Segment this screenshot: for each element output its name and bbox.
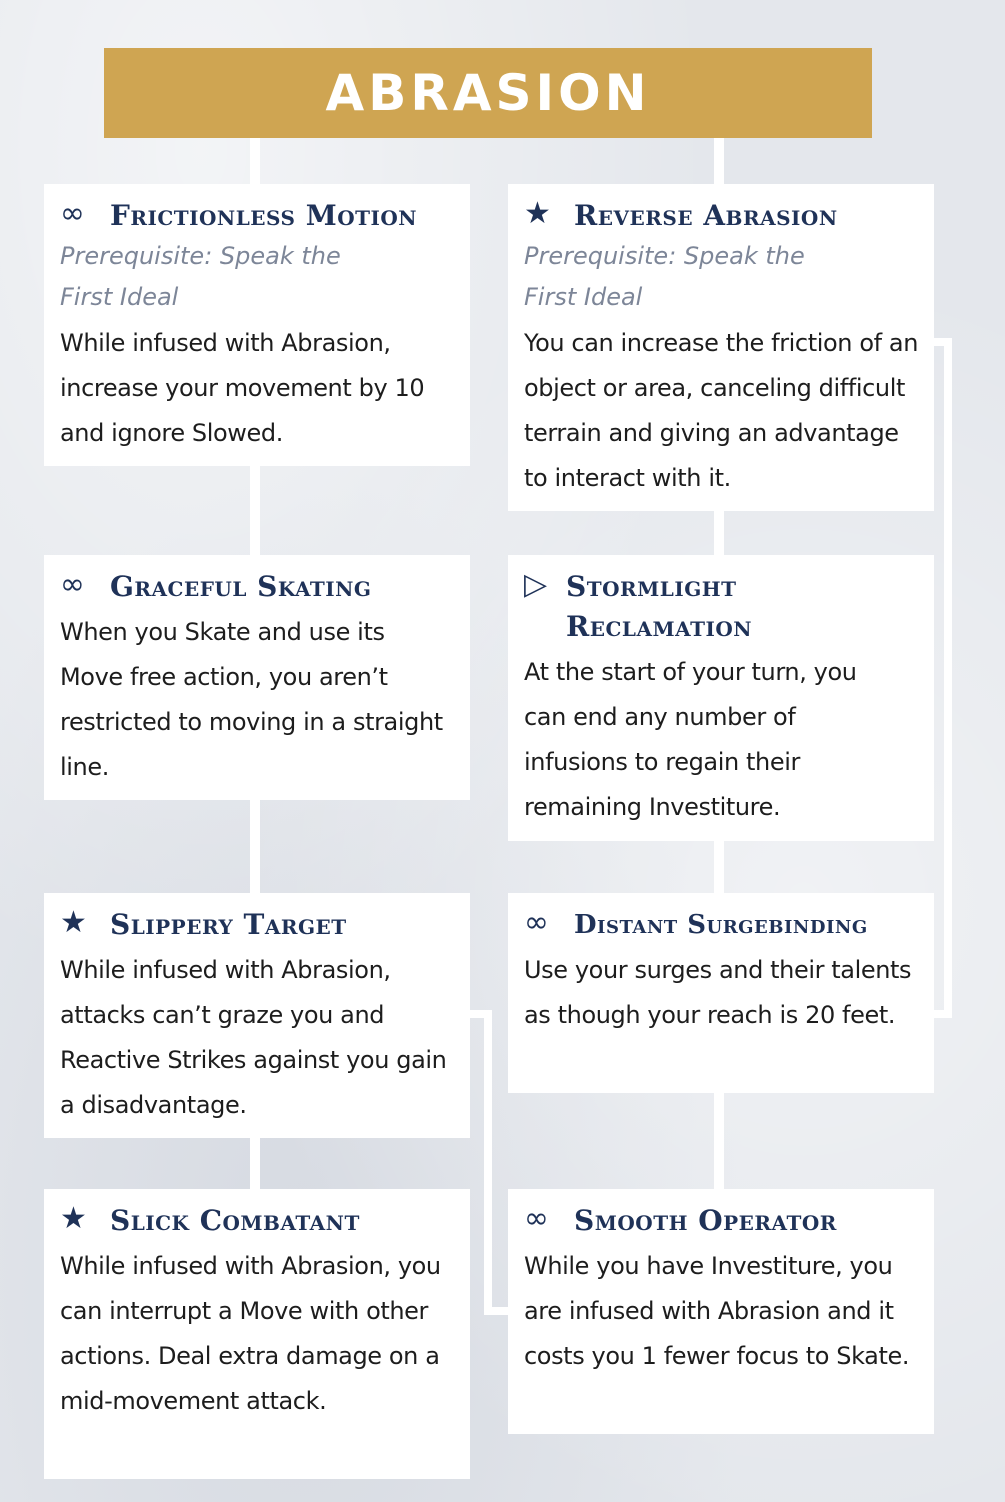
talent-description: Use your surges and their talents as though your reach is 20 feet.: [524, 956, 912, 1029]
talent-name: Reverse Abrasion: [574, 199, 838, 232]
reverse-to-distant-connector-top: [932, 338, 952, 346]
talent-header: [524, 567, 918, 647]
talent-header: [524, 905, 918, 945]
talent-description: While you have Investiture, you are infused with Abrasion and it costs you 1 fewer focus to Skate.: [524, 1252, 910, 1370]
reverse-to-distant-connector-bottom: [932, 1010, 952, 1018]
talent-card-slippery-target: [44, 893, 470, 1138]
star-icon: ★: [524, 196, 551, 231]
infinity-icon: ∞: [60, 567, 85, 602]
talent-card-stormlight-reclamation: [508, 555, 934, 841]
talent-description: You can increase the friction of an object or area, canceling difficult terrain and giving an advantage to interact with it.: [524, 329, 919, 492]
talent-name: Slippery Target: [110, 908, 347, 941]
infinity-icon: ∞: [524, 1201, 549, 1236]
star-icon: ★: [60, 905, 87, 940]
talent-header: [60, 567, 454, 607]
talent-description: While infused with Abrasion, you can interrupt a Move with other actions. Deal extra damage on a mid-movement attack.: [60, 1252, 441, 1415]
talent-card-slick-combatant: [44, 1189, 470, 1479]
talent-description: When you Skate and use its Move free action, you aren’t restricted to moving in a straight line.: [60, 618, 443, 781]
talent-prerequisite: Prerequisite: Speak the First Ideal: [524, 242, 805, 311]
slippery-to-smooth-connector-v: [484, 1010, 492, 1315]
talent-card-graceful-skating: [44, 555, 470, 800]
infinity-icon: ∞: [60, 196, 85, 231]
talent-prerequisite: Prerequisite: Speak the First Ideal: [60, 242, 341, 311]
triangle-icon: ▷: [524, 567, 548, 602]
talent-name: Smooth Operator: [574, 1204, 837, 1237]
talent-header: [60, 905, 454, 945]
talent-description: While infused with Abrasion, attacks can’t graze you and Reactive Strikes against you gain a disadvantage.: [60, 956, 447, 1119]
talent-name: Slick Combatant: [110, 1204, 360, 1237]
talent-card-frictionless-motion: [44, 184, 470, 466]
title-banner: [104, 48, 872, 138]
talent-header: [60, 1201, 454, 1241]
page-title: ABRASION: [325, 64, 651, 122]
talent-header: [524, 196, 918, 236]
talent-description: While infused with Abrasion, increase your movement by 10 and ignore Slowed.: [60, 329, 425, 447]
reverse-to-distant-connector-v: [944, 338, 952, 1018]
talent-name: Frictionless Motion: [110, 199, 418, 232]
talent-name: Stormlight Reclamation: [566, 570, 753, 643]
talent-card-smooth-operator: [508, 1189, 934, 1434]
talent-name: Graceful Skating: [110, 570, 372, 603]
talent-description: At the start of your turn, you can end any number of infusions to regain their remaining Investiture.: [524, 658, 857, 821]
talent-card-distant-surgebinding: [508, 893, 934, 1093]
talent-header: [60, 196, 454, 236]
slippery-to-smooth-connector-top: [468, 1010, 492, 1018]
talent-card-reverse-abrasion: [508, 184, 934, 511]
talent-name: Distant Surgebinding: [574, 910, 868, 940]
star-icon: ★: [60, 1201, 87, 1236]
talent-header: [524, 1201, 918, 1241]
infinity-icon: ∞: [524, 905, 549, 940]
